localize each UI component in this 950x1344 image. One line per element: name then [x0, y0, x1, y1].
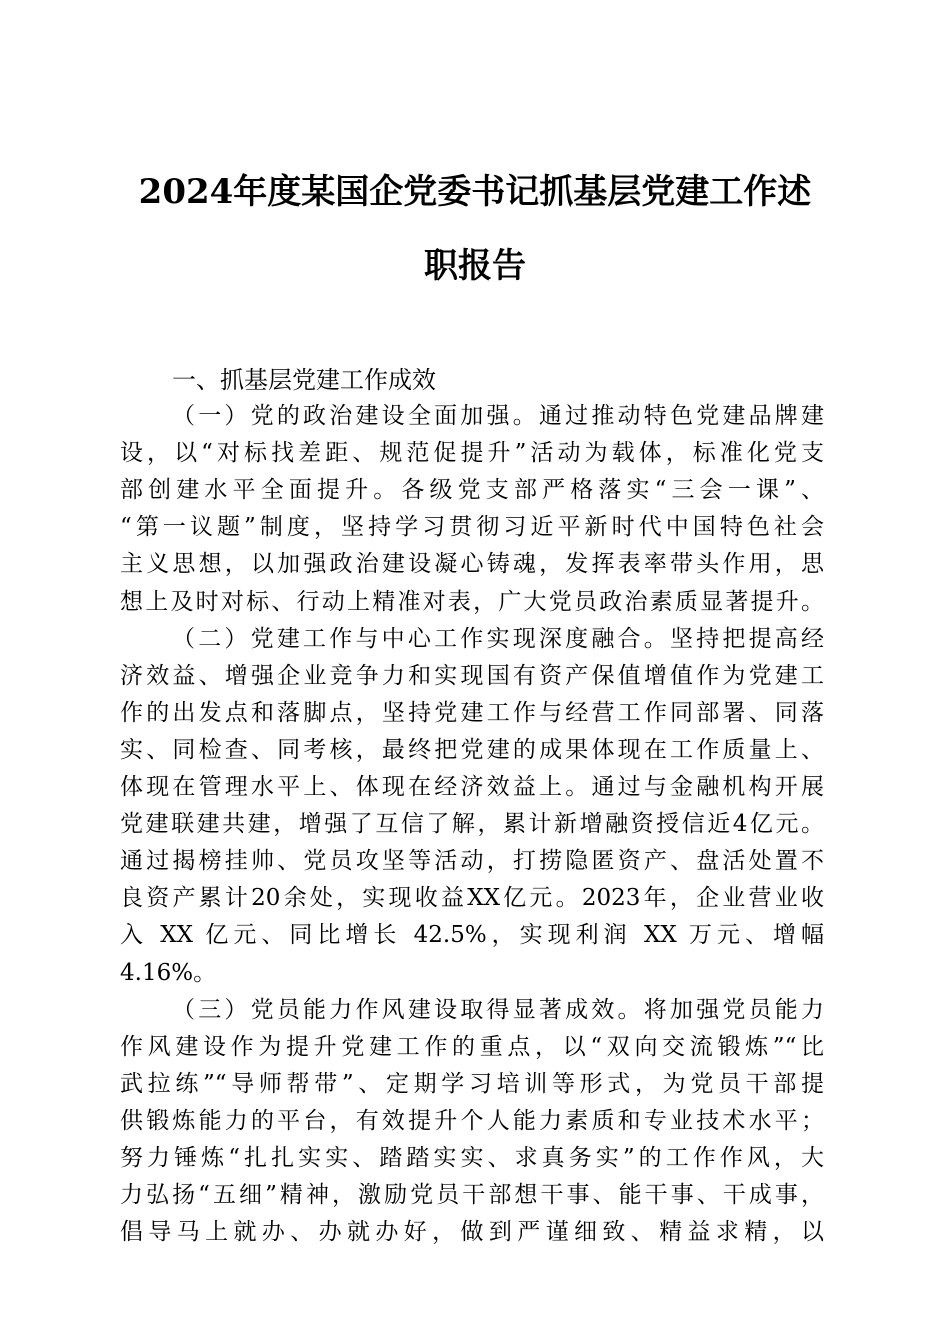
- paragraph-line: 力弘扬“五细”精神，激励党员干部想干事、能干事、干成事，: [120, 1182, 824, 1209]
- paragraph-line: 供锻炼能力的平台，有效提升个人能力素质和专业技术水平；: [120, 1107, 824, 1134]
- paragraph-line: 设，以“对标找差距、规范促提升”活动为载体，标准化党支: [120, 440, 824, 467]
- paragraph-line: 倡导马上就办、办就办好，做到严谨细致、精益求精，以: [120, 1219, 824, 1246]
- document-title-line-1: 2024年度某国企党委书记抓基层党建工作述: [138, 172, 812, 212]
- paragraph-line: 作风建设作为提升党建工作的重点，以“双向交流锻炼”“比: [120, 1033, 824, 1060]
- paragraph-line: 努力锤炼“扎扎实实、踏踏实实、求真务实”的工作作风，大: [120, 1145, 824, 1171]
- paragraph-line: 4.16%。: [120, 959, 217, 986]
- paragraph-line: “第一议题”制度，坚持学习贯彻习近平新时代中国特色社会: [120, 514, 824, 541]
- paragraph-line: 济效益、增强企业竞争力和实现国有资产保值增值作为党建工: [120, 662, 824, 689]
- document-title-line-2: 职报告: [424, 246, 526, 286]
- paragraph-line: 实、同检查、同考核，最终把党建的成果体现在工作质量上、: [120, 736, 824, 763]
- paragraph-line: （二）党建工作与中心工作实现深度融合。坚持把提高经: [172, 625, 824, 652]
- paragraph-line: 体现在管理水平上、体现在经济效益上。通过与金融机构开展: [120, 774, 824, 800]
- paragraph-line: 作的出发点和落脚点，坚持党建工作与经营工作同部署、同落: [120, 699, 824, 726]
- paragraph-line: 主义思想，以加强政治建设凝心铸魂，发挥表率带头作用，思: [120, 551, 824, 578]
- paragraph-line: 想上及时对标、行动上精准对表，广大党员政治素质显著提升。: [120, 588, 824, 615]
- paragraph-line: 党建联建共建，增强了互信了解，累计新增融资授信近4亿元。: [120, 811, 824, 838]
- paragraph-line: （三）党员能力作风建设取得显著成效。将加强党员能力: [172, 996, 824, 1023]
- paragraph-line: 入 XX 亿元、同比增长 42.5%，实现利润 XX 万元、增幅: [120, 922, 824, 949]
- paragraph-line: 通过揭榜挂帅、党员攻坚等活动，打捞隐匿资产、盘活处置不: [120, 848, 824, 875]
- paragraph-line: 武拉练”“导师帮带”、定期学习培训等形式，为党员干部提: [120, 1070, 824, 1097]
- paragraph-line: 部创建水平全面提升。各级党支部严格落实“三会一课”、: [120, 477, 824, 504]
- paragraph-line: 良资产累计20余处，实现收益XX亿元。2023年，企业营业收: [120, 885, 824, 912]
- section-heading: 一、抓基层党建工作成效: [172, 366, 436, 394]
- paragraph-line: （一）党的政治建设全面加强。通过推动特色党建品牌建: [172, 403, 824, 429]
